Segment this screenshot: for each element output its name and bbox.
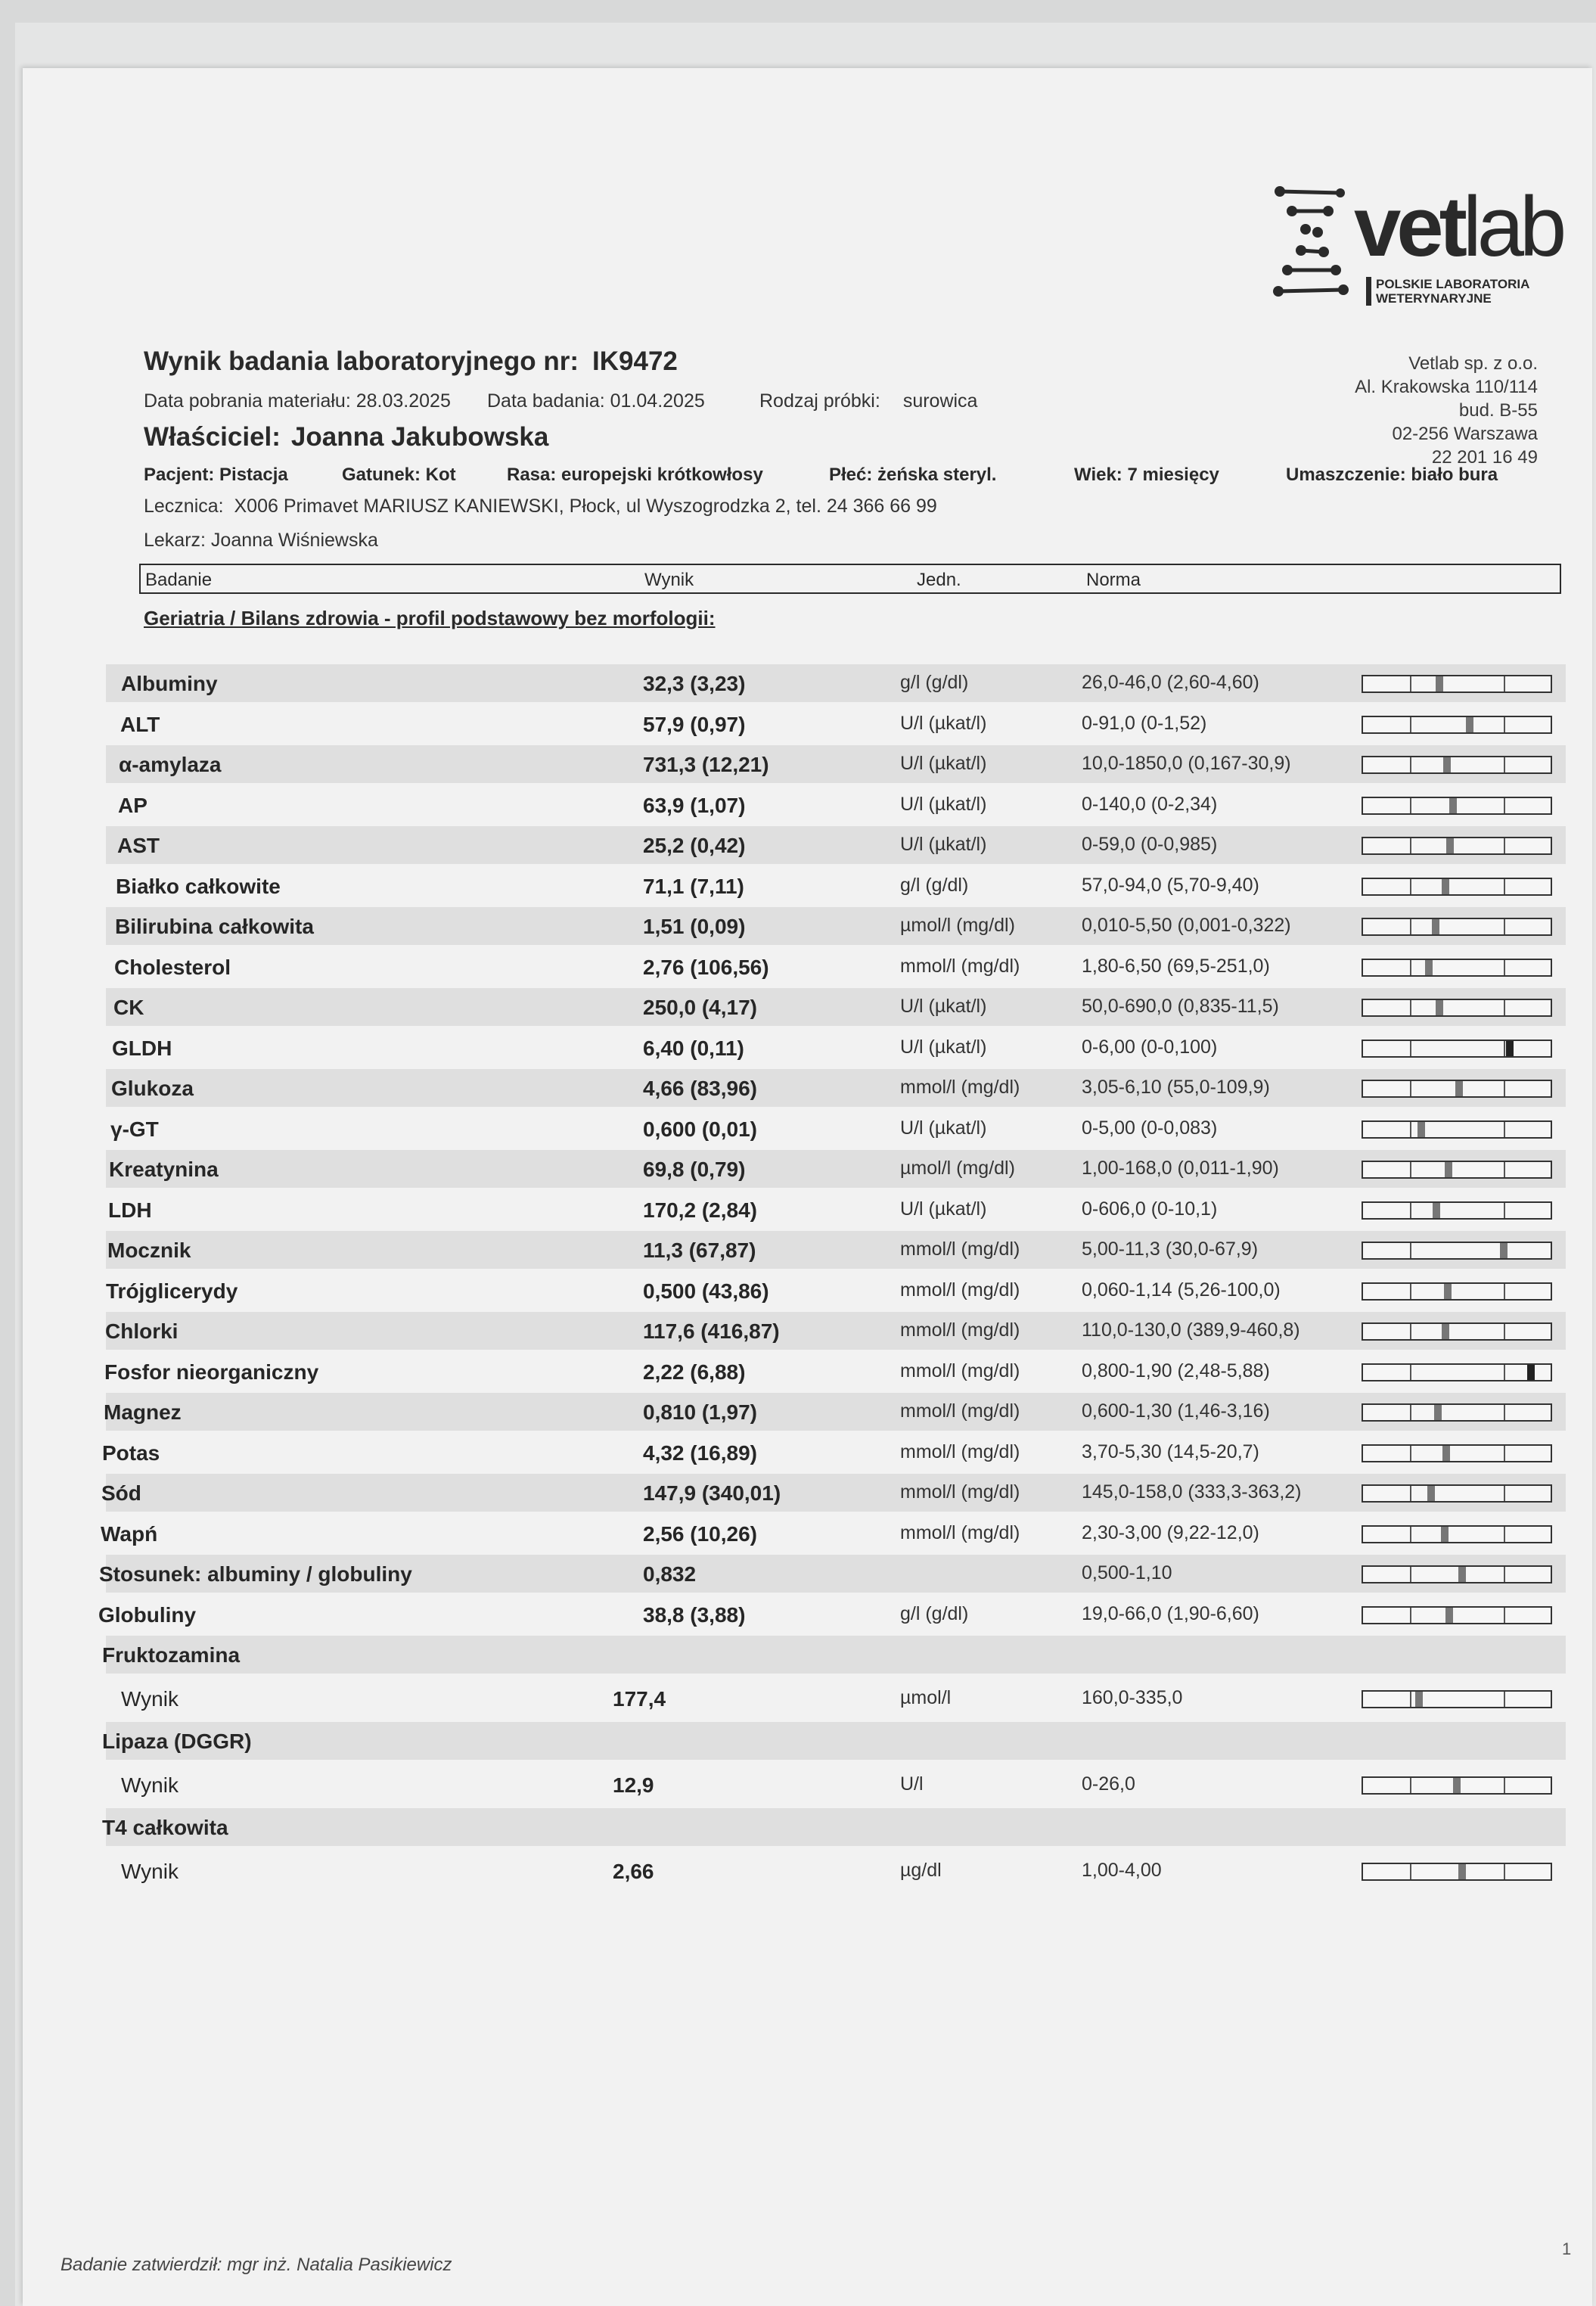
range-tick [1410, 879, 1411, 894]
range-tick [1410, 798, 1411, 813]
table-header [139, 564, 1561, 594]
range-indicator [1362, 1403, 1552, 1422]
test-norm: 0,010-5,50 (0,001-0,322) [1082, 915, 1291, 936]
test-unit: mmol/l (mg/dl) [900, 1400, 1020, 1422]
range-tick [1504, 1324, 1505, 1339]
header-result: Wynik [644, 570, 694, 590]
table-row [101, 1474, 1566, 1512]
test-name: γ-GT [110, 1117, 159, 1141]
test-result: 0,500 (43,86) [643, 1279, 769, 1303]
test-unit: mmol/l (mg/dl) [900, 1319, 1020, 1341]
test-name: Albuminy [121, 672, 218, 695]
range-marker [1453, 1778, 1461, 1793]
test-norm: 10,0-1850,0 (0,167-30,9) [1082, 753, 1291, 774]
test-norm: 0-5,00 (0-0,083) [1082, 1117, 1218, 1139]
range-tick [1410, 1162, 1411, 1177]
test-unit: g/l (g/dl) [900, 1602, 969, 1624]
range-tick [1504, 838, 1505, 853]
test-result: 731,3 (12,21) [643, 753, 769, 776]
test-name: Sód [101, 1481, 141, 1505]
test-name: Białko całkowite [116, 874, 281, 898]
test-unit: U/l (µkat/l) [900, 793, 987, 815]
range-indicator [1362, 1282, 1552, 1301]
test-result: 170,2 (2,84) [643, 1198, 757, 1222]
range-tick [1410, 717, 1411, 732]
test-unit: U/l [900, 1773, 924, 1795]
test-unit: mmol/l (mg/dl) [900, 1279, 1020, 1301]
test-name: Stosunek: albuminy / globuliny [99, 1562, 412, 1586]
test-norm: 160,0-335,0 [1082, 1687, 1183, 1708]
dna-helix-icon [1271, 185, 1354, 306]
sample-type: Rodzaj próbki: surowica [759, 390, 978, 412]
test-norm: 3,70-5,30 (14,5-20,7) [1082, 1440, 1259, 1462]
range-indicator [1362, 1606, 1552, 1624]
table-row [106, 1110, 1566, 1148]
section-title: Geriatria / Bilans zdrowia - profil podstawowy bez morfologii: [144, 607, 716, 629]
test-result: 0,600 (0,01) [643, 1117, 757, 1141]
test-norm: 0-26,0 [1082, 1773, 1135, 1795]
test-name: Chlorki [105, 1319, 179, 1343]
report-page: vetlab POLSKIE LABORATORIA WETERYNARYJNE Vetlab sp. z o.o. Al. Krakowska 110/114 bud. B-55 02-256 Warszawa 22 201 16 49 Wynik badania laboratoryjnego nr: IK9472 Data pobrania materiału: 28.03.2025 Data badania: 01.04.2025 Rodzaj próbki: surowica Właściciel: Joanna Jakubowska Pacjent: Pistacja Gatunek: Kot Rasa: europejski krótkowłosy Płeć: żeńska steryl. Wiek: 7 miesięcy Umaszczenie: biało bura Lecznica: X006 Primavet MARIUSZ KANIEWSKI, Płock, ul Wyszogrodzka 2, tel. 24 366 66 99 Lekarz: Joanna Wiśniewska Badanie Wynik Jedn. Norma Geriatria / Bilans zdrowia - profil podstawowy bez morfologii: Albuminy 32,3 (3,23) g/l (g/dl) 26,0-46,0 (2,60-4,60) ALT 57,9 (0,97) U/l (µkat/l) 0-91,0 (0-1,52) α-amylaza 731,3 (12,21) U/l (µkat/l) 10,0-1850,0 (0,167-30,9) AP 63,9 (1,07) U/l (µkat/l) 0-140,0 (0-2,34) AST 25,2 (0,42) U/l (µkat/l) 0-59,0 (0-0,985) Białko całkowite 71,1 (7,11) g/l (g/dl) 57,0-94,0 (5,70-9,40) Bilirubina całkowita 1,51 (0,09) µmol/l (mg/dl) 0,010-5,50 (0,001-0,322) Cholesterol 2,76 (106,56) mmol/l (mg/dl) 1,80-6,50 (69,5-251,0) CK 250,0 (4,17) U/l (µkat/l) 50,0-690,0 (0,835-11,5) GLDH 6,40 (0,11) U/l (µkat/l) 0-6,00 (0-0,100) Glukoza 4,66 (83,96) mmol/l (mg/dl) 3,05-6,10 (55,0-109,9) γ-GT 0,600 (0,01) U/l (µkat/l) 0-5,00 (0-0,083) Kreatynina 69,8 (0,79) µmol/l (mg/dl) 1,00-168,0 (0,011-1,90) LDH 170,2 (2,84) U/l (µkat/l) 0-606,0 (0-10,1) Mocznik 11,3 (67,87) mmol/l (mg/dl) 5,00-11,3 (30,0-67,9) Trójglicerydy 0,500 (43,86) mmol/l (mg/dl) 0,060-1,14 (5,26-100,0) Chlorki 117,6 (416,87) mmol/l (mg/dl) 110,0-130,0 (389,9-460,8) Fosfor nieorganiczny 2,22 (6,88) mmol/l (mg/dl) 0,800-1,90 (2,48-5,88) Magnez 0,810 (1,97) mmol/l (mg/dl) 0,600-1,30 (1,46-3,16) Potas 4,32 (16,89) mmol/l (mg/dl) 3,70-5,30 (14,5-20,7) Sód 147,9 (340,01) mmol/l (mg/dl) 145,0-158,0 (333,3-363,2) Wapń 2,56 (10,26) mmol/l (mg/dl) 2,30-3,00 (9,22-12,0) Stosunek: albuminy / globuliny 0,832 0,500-1,10 Globuliny 38,8 (3,88) g/l (g/dl) 19,0-66,0 (1,90-6,60) Fruktozamina Wynik 177,4 µmol/l 160,0-335,0 Lipaza (DGGR) Wynik 12,9 U/l 0-26,0 T4 całkowita Wynik 2,66 µg/dl 1,00-4,00 Badanie zatwierdził: mgr inż. Natalia Pasikiewicz 1 [23, 68, 1592, 2306]
range-marker [1455, 1081, 1463, 1096]
test-result: 2,56 (10,26) [643, 1521, 757, 1546]
range-tick [1410, 1284, 1411, 1299]
test-unit: mmol/l (mg/dl) [900, 1238, 1020, 1260]
test-norm: 110,0-130,0 (389,9-460,8) [1082, 1319, 1300, 1341]
group-title: Lipaza (DGGR) [102, 1730, 252, 1753]
test-name: Wynik [121, 1687, 179, 1711]
range-tick [1504, 757, 1505, 772]
test-norm: 0-91,0 (0-1,52) [1082, 712, 1207, 734]
test-result: 69,8 (0,79) [643, 1158, 746, 1181]
test-name: Mocznik [107, 1238, 191, 1262]
range-tick [1410, 1000, 1411, 1015]
test-result: 117,6 (416,87) [643, 1319, 780, 1343]
test-unit: U/l (µkat/l) [900, 834, 987, 855]
test-unit: mmol/l (mg/dl) [900, 1360, 1020, 1381]
range-marker [1506, 1041, 1514, 1056]
test-unit: µg/dl [900, 1860, 942, 1881]
range-tick [1410, 1864, 1411, 1879]
range-tick [1410, 1567, 1411, 1582]
range-indicator [1362, 716, 1552, 734]
range-indicator [1362, 675, 1552, 693]
range-indicator [1362, 1565, 1552, 1583]
clinic-info: Lecznica: X006 Primavet MARIUSZ KANIEWSKI, Płock, ul Wyszogrodzka 2, tel. 24 366 66 99 [144, 496, 937, 517]
range-tick [1504, 1122, 1505, 1137]
test-result: 71,1 (7,11) [643, 874, 744, 898]
header-norm: Norma [1086, 570, 1141, 590]
range-indicator [1362, 1690, 1552, 1708]
range-tick [1410, 919, 1411, 934]
range-tick [1410, 1527, 1411, 1542]
range-marker [1442, 1446, 1450, 1461]
vetlab-logo [1271, 179, 1581, 310]
test-norm: 0-59,0 (0-0,985) [1082, 834, 1218, 855]
table-row [106, 1231, 1566, 1269]
test-result: 57,9 (0,97) [643, 712, 746, 736]
test-unit: U/l (µkat/l) [900, 1036, 987, 1058]
range-tick [1410, 757, 1411, 772]
range-tick [1504, 960, 1505, 975]
range-tick [1410, 1692, 1411, 1707]
table-row [106, 1393, 1566, 1431]
test-norm: 0-6,00 (0-0,100) [1082, 1036, 1218, 1058]
test-name: Glukoza [111, 1077, 194, 1100]
range-indicator [1362, 878, 1552, 896]
test-norm: 2,30-3,00 (9,22-12,0) [1082, 1521, 1259, 1543]
range-tick [1410, 1405, 1411, 1420]
logo-wordmark: vetlab [1354, 179, 1563, 274]
table-row [106, 1069, 1566, 1107]
test-result: 11,3 (67,87) [643, 1238, 756, 1262]
group-header-row [102, 1808, 1566, 1846]
range-tick [1504, 1608, 1505, 1623]
range-marker [1427, 1486, 1435, 1501]
range-tick [1504, 1778, 1505, 1793]
range-marker [1436, 1000, 1443, 1015]
range-tick [1504, 879, 1505, 894]
test-result: 1,51 (0,09) [643, 915, 746, 938]
table-row [106, 705, 1566, 743]
test-name: Wapń [101, 1521, 158, 1546]
test-norm: 0,500-1,10 [1082, 1562, 1172, 1583]
logo-subtitle: POLSKIE LABORATORIA WETERYNARYJNE [1366, 277, 1529, 306]
test-result: 177,4 [613, 1687, 666, 1711]
test-name: α-amylaza [119, 753, 222, 776]
test-name: Cholesterol [114, 955, 231, 979]
range-tick [1504, 1284, 1505, 1299]
test-name: Bilirubina całkowita [115, 915, 314, 938]
range-tick [1504, 1365, 1505, 1380]
test-unit: mmol/l (mg/dl) [900, 1481, 1020, 1503]
header-test: Badanie [145, 570, 213, 590]
range-marker [1445, 1162, 1452, 1177]
report-title: Wynik badania laboratoryjnego nr: IK9472 [144, 347, 678, 376]
range-marker [1458, 1567, 1466, 1582]
page-number: 1 [1562, 2239, 1572, 2258]
range-marker [1446, 838, 1454, 853]
range-marker [1415, 1692, 1423, 1707]
range-tick [1504, 1864, 1505, 1879]
header-unit: Jedn. [917, 570, 961, 590]
range-tick [1504, 676, 1505, 691]
test-name: GLDH [112, 1036, 172, 1060]
range-marker [1436, 676, 1443, 691]
test-norm: 0,060-1,14 (5,26-100,0) [1082, 1279, 1281, 1301]
range-tick [1410, 1203, 1411, 1218]
test-result: 38,8 (3,88) [643, 1602, 746, 1627]
range-tick [1410, 960, 1411, 975]
table-row [98, 1596, 1566, 1633]
range-indicator [1362, 1161, 1552, 1179]
range-tick [1410, 1243, 1411, 1258]
table-row [106, 1852, 1566, 1890]
range-marker [1442, 1324, 1449, 1339]
test-result: 2,22 (6,88) [643, 1360, 746, 1384]
range-tick [1504, 717, 1505, 732]
test-norm: 0,600-1,30 (1,46-3,16) [1082, 1400, 1270, 1422]
range-indicator [1362, 1201, 1552, 1220]
range-tick [1410, 1365, 1411, 1380]
test-norm: 0-606,0 (0-10,1) [1082, 1198, 1218, 1220]
test-norm: 1,80-6,50 (69,5-251,0) [1082, 955, 1270, 977]
owner: Właściciel: Joanna Jakubowska [144, 422, 549, 452]
test-result: 0,810 (1,97) [643, 1400, 757, 1424]
test-name: Globuliny [98, 1602, 197, 1627]
test-unit: U/l (µkat/l) [900, 996, 987, 1017]
range-indicator [1362, 1242, 1552, 1260]
test-result: 32,3 (3,23) [643, 672, 746, 695]
range-marker [1443, 757, 1451, 772]
range-marker [1425, 960, 1433, 975]
test-name: CK [113, 996, 144, 1019]
table-row [102, 1434, 1566, 1472]
range-tick [1504, 1081, 1505, 1096]
test-result: 4,32 (16,89) [643, 1440, 757, 1465]
test-unit: U/l (µkat/l) [900, 753, 987, 774]
test-result: 12,9 [613, 1773, 654, 1797]
test-name: AP [118, 793, 147, 817]
test-unit: mmol/l (mg/dl) [900, 1521, 1020, 1543]
test-name: Trójglicerydy [106, 1279, 238, 1303]
test-result: 63,9 (1,07) [643, 793, 746, 817]
table-row [106, 745, 1566, 783]
test-norm: 0,800-1,90 (2,48-5,88) [1082, 1360, 1270, 1381]
range-marker [1434, 1405, 1442, 1420]
test-result: 2,66 [613, 1860, 654, 1883]
test-name: ALT [120, 712, 160, 736]
range-tick [1504, 1567, 1505, 1582]
range-tick [1504, 798, 1505, 813]
range-marker [1442, 879, 1449, 894]
test-name: AST [117, 834, 160, 857]
range-indicator [1362, 1120, 1552, 1139]
test-unit: mmol/l (mg/dl) [900, 955, 1020, 977]
test-result: 147,9 (340,01) [643, 1481, 781, 1505]
range-marker [1433, 1203, 1440, 1218]
range-tick [1410, 1041, 1411, 1056]
test-result: 2,76 (106,56) [643, 955, 769, 979]
test-name: Wynik [121, 1860, 179, 1883]
test-unit: µmol/l [900, 1687, 952, 1708]
test-unit: g/l (g/dl) [900, 874, 969, 896]
test-result: 4,66 (83,96) [643, 1077, 757, 1100]
range-indicator [1362, 797, 1552, 815]
table-row [106, 948, 1566, 986]
range-marker [1458, 1864, 1466, 1879]
test-name: Potas [102, 1440, 160, 1465]
range-indicator [1362, 756, 1552, 774]
range-tick [1504, 1000, 1505, 1015]
doctor-info: Lekarz: Joanna Wiśniewska [144, 530, 378, 551]
table-row [106, 907, 1566, 945]
range-indicator [1362, 1776, 1552, 1795]
table-row [106, 1680, 1566, 1717]
range-marker [1444, 1284, 1452, 1299]
collection-date: Data pobrania materiału: 28.03.2025 [144, 390, 451, 412]
range-tick [1410, 1081, 1411, 1096]
test-unit: U/l (µkat/l) [900, 1117, 987, 1139]
table-row [101, 1515, 1566, 1552]
approval-footer: Badanie zatwierdził: mgr inż. Natalia Pasikiewicz [61, 2255, 452, 2275]
group-title: Fruktozamina [102, 1643, 241, 1667]
range-marker [1527, 1365, 1535, 1380]
table-row [106, 826, 1566, 864]
range-marker [1500, 1243, 1508, 1258]
test-norm: 5,00-11,3 (30,0-67,9) [1082, 1238, 1259, 1260]
range-tick [1504, 1041, 1505, 1056]
range-marker [1432, 919, 1439, 934]
range-tick [1410, 676, 1411, 691]
test-norm: 26,0-46,0 (2,60-4,60) [1082, 672, 1259, 693]
table-row [106, 988, 1566, 1026]
test-unit: mmol/l (mg/dl) [900, 1077, 1020, 1098]
range-tick [1504, 1527, 1505, 1542]
range-tick [1504, 1405, 1505, 1420]
test-name: Kreatynina [109, 1158, 219, 1181]
range-indicator [1362, 1525, 1552, 1543]
test-unit: U/l (µkat/l) [900, 712, 987, 734]
range-tick [1504, 1162, 1505, 1177]
range-indicator [1362, 959, 1552, 977]
exam-date: Data badania: 01.04.2025 [487, 390, 705, 412]
group-title: T4 całkowita [102, 1816, 228, 1839]
table-row [106, 1029, 1566, 1067]
table-row [106, 1353, 1566, 1391]
range-indicator [1362, 837, 1552, 855]
table-row [106, 1191, 1566, 1229]
range-indicator [1362, 1444, 1552, 1462]
test-unit: µmol/l (mg/dl) [900, 915, 1015, 936]
test-result: 6,40 (0,11) [643, 1036, 744, 1060]
range-indicator [1362, 918, 1552, 936]
range-tick [1410, 1486, 1411, 1501]
range-indicator [1362, 1863, 1552, 1881]
table-row [106, 1766, 1566, 1804]
table-row [106, 664, 1566, 702]
range-marker [1449, 798, 1457, 813]
test-unit: mmol/l (mg/dl) [900, 1440, 1020, 1462]
range-tick [1410, 1122, 1411, 1137]
test-norm: 3,05-6,10 (55,0-109,9) [1082, 1077, 1270, 1098]
test-result: 25,2 (0,42) [643, 834, 746, 857]
range-tick [1410, 1778, 1411, 1793]
range-tick [1504, 1203, 1505, 1218]
test-name: LDH [108, 1198, 152, 1222]
test-name: Wynik [121, 1773, 179, 1797]
range-indicator [1362, 1363, 1552, 1381]
range-tick [1410, 1608, 1411, 1623]
group-header-row [102, 1636, 1566, 1674]
range-indicator [1362, 1040, 1552, 1058]
range-indicator [1362, 1322, 1552, 1341]
range-indicator [1362, 1484, 1552, 1503]
range-marker [1466, 717, 1473, 732]
table-row [99, 1555, 1566, 1593]
test-norm: 50,0-690,0 (0,835-11,5) [1082, 996, 1279, 1017]
table-row [106, 867, 1566, 905]
group-header-row [102, 1722, 1566, 1760]
range-marker [1417, 1122, 1425, 1137]
table-row [106, 1312, 1566, 1350]
range-tick [1504, 1446, 1505, 1461]
test-norm: 19,0-66,0 (1,90-6,60) [1082, 1602, 1259, 1624]
test-unit: g/l (g/dl) [900, 672, 969, 693]
test-result: 0,832 [643, 1562, 697, 1586]
test-norm: 57,0-94,0 (5,70-9,40) [1082, 874, 1259, 896]
range-tick [1504, 1486, 1505, 1501]
range-tick [1410, 1324, 1411, 1339]
range-marker [1445, 1608, 1453, 1623]
company-address: Vetlab sp. z o.o. Al. Krakowska 110/114 bud. B-55 02-256 Warszawa 22 201 16 49 [1355, 353, 1538, 468]
table-row [106, 1272, 1566, 1310]
range-marker [1441, 1527, 1449, 1542]
test-norm: 0-140,0 (0-2,34) [1082, 793, 1218, 815]
test-norm: 1,00-4,00 [1082, 1860, 1162, 1881]
test-name: Fosfor nieorganiczny [104, 1360, 319, 1384]
range-indicator [1362, 999, 1552, 1017]
test-result: 250,0 (4,17) [643, 996, 757, 1019]
table-row [106, 786, 1566, 824]
range-tick [1410, 1446, 1411, 1461]
range-tick [1410, 838, 1411, 853]
test-norm: 1,00-168,0 (0,011-1,90) [1082, 1158, 1279, 1179]
range-indicator [1362, 1080, 1552, 1098]
range-tick [1504, 919, 1505, 934]
table-row [106, 1150, 1566, 1188]
range-tick [1504, 1692, 1505, 1707]
test-name: Magnez [104, 1400, 182, 1424]
test-unit: µmol/l (mg/dl) [900, 1158, 1015, 1179]
test-unit: U/l (µkat/l) [900, 1198, 987, 1220]
test-norm: 145,0-158,0 (333,3-363,2) [1082, 1481, 1302, 1503]
